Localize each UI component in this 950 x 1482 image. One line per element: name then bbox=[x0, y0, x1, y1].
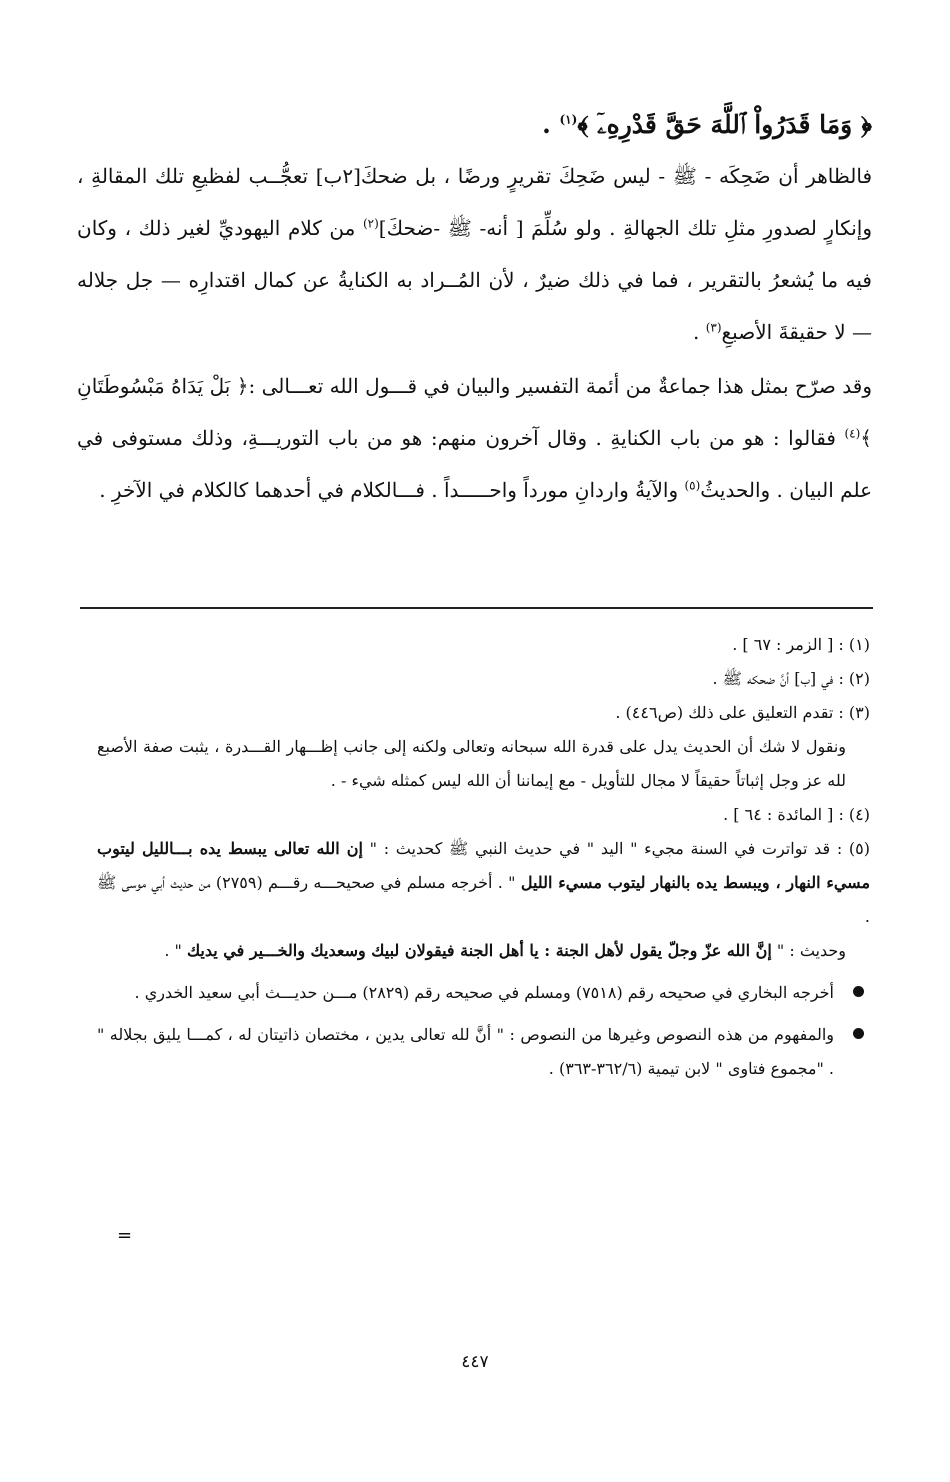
verse-end: . bbox=[542, 110, 560, 139]
footnote-ref-5: (٥) bbox=[684, 478, 701, 493]
body-paragraph-2 bbox=[77, 360, 872, 516]
bullet-item-1 bbox=[97, 976, 870, 1010]
footnote-5-source: " . أخرجه مسلم في صحيحـــه رقـــم (٢٧٥٩) من حديث أبي موسى ﷺ . bbox=[97, 873, 870, 926]
footnote-2: (٢) : في [ب] أنَّ ضحكه ﷺ . bbox=[712, 669, 870, 688]
footnote-4: (٤) : [ المائدة : ٦٤ ] . bbox=[723, 805, 870, 824]
para2-text-b: فقالوا : هو من باب الكنايةِ . وقال آخرون منهم: هو من باب التوريـــةِ، وذلك مستوفى في علم البيان . والحديثُ bbox=[77, 426, 872, 502]
footnote-ref-1: (١) bbox=[559, 112, 578, 127]
para2-text-c: والآيةُ واردانِ مورداً واحـــــداً . فـــالكلام في أحدهما كالكلام في الآخرِ . bbox=[99, 478, 685, 502]
footnote-1: (١) : [ الزمر : ٦٧ ] . bbox=[732, 635, 870, 654]
footnote-5-intro: (٥) : قد تواترت في السنة مجيء " اليد " في حديث النبي ﷺ كحديث : " bbox=[363, 839, 870, 858]
bullet-item-2 bbox=[97, 1018, 870, 1086]
continuation-mark: = bbox=[117, 1225, 133, 1246]
hadith-1-text: إن الله تعالى يبسط يده بـــالليل ليتوب مسيء النهار ، ويبسط يده بالنهار ليتوب مسيء الليل bbox=[97, 839, 871, 892]
para2-text-a: وقد صرّح بمثل هذا جماعةٌ من أئمة التفسير والبيان في قـــول الله تعـــالى :﴿ بَلْ يَدَاهُ مَبْسُوطَتَانِ ﴾ bbox=[77, 374, 872, 450]
bullet-2-text: والمفهوم من هذه النصوص وغيرها من النصوص : " أنَّ لله تعالى يدين ، مختصان ذاتيتان له ، كمـــا يليق بجلاله " . "مجموع فتاوى " لابن تيمية (٣٦٢/٦-٣٦٣) . bbox=[97, 1025, 834, 1078]
footnote-ref-2: (٢) bbox=[362, 216, 379, 231]
footnote-3: (٣) : تقدم التعليق على ذلك (ص٤٤٦) . bbox=[615, 703, 870, 722]
para1-text-b: من كلام اليهوديِّ لغير ذلك ، وكان فيه ما يُشعرُ بالتقرير ، فما في ذلك ضيرٌ ، لأن المُــراد به الكنايةُ عن كمال اقتدارِه — جل جلاله — لا حقيقةَ الأصبعِ bbox=[77, 216, 872, 344]
verse-text: ﴿ وَمَا قَدَرُواْ ٱللَّهَ حَقَّ قَدْرِهِۦٓ ﴾ bbox=[577, 110, 872, 139]
footnotes-section bbox=[97, 628, 870, 1086]
hadith-2-end: " . bbox=[164, 941, 187, 960]
bullet-icon bbox=[853, 1028, 864, 1039]
bullet-icon bbox=[853, 986, 864, 997]
footnote-separator bbox=[80, 607, 873, 609]
para1-text-a: فالظاهر أن ضَحِكَه - ﷺ - ليس ضَحِكَ تقريرٍ ورضًا ، بل ضحكَ[٢ب] تعجُّــب لفظيعِ تلك المقالةِ ، وإنكارٍ لصدورِ مثلِ تلك الجهالةِ . ولو سُلِّمَ [ أنه- ﷺ -ضحكَ] bbox=[77, 164, 873, 240]
page-number: ٤٤٧ bbox=[461, 1352, 489, 1372]
bullet-1-text: أخرجه البخاري في صحيحه رقم (٧٥١٨) ومسلم في صحيحه رقم (٢٨٢٩) مـــن حديـــث أبي سعيد الخدري . bbox=[134, 983, 834, 1002]
footnote-ref-3: (٣) bbox=[705, 320, 722, 335]
para1-text-c: . bbox=[692, 320, 706, 344]
body-paragraph-1 bbox=[77, 150, 872, 358]
footnote-5-hadith-2 bbox=[97, 934, 870, 968]
quran-verse-quote bbox=[72, 105, 872, 145]
hadith-2-text: إنَّ الله عزّ وجلّ يقول لأهل الجنة : يا أهل الجنة فيقولان لبيك وسعديك والخـــير في يديك bbox=[186, 941, 772, 960]
hadith-2-intro: وحديث : " bbox=[771, 941, 846, 960]
footnote-5 bbox=[97, 832, 870, 934]
footnote-ref-4: (٤) bbox=[844, 426, 861, 441]
footnote-3-continuation: ونقول لا شك أن الحديث يدل على قدرة الله سبحانه وتعالى ولكنه إلى جانب إظـــهار القـــدرة ، يثبت صفة الأصبع لله عز وجل إثباتاً حقيقاً لا مجال للتأويل - مع إيماننا أن الله ليس كمثله شيء - . bbox=[97, 737, 846, 790]
